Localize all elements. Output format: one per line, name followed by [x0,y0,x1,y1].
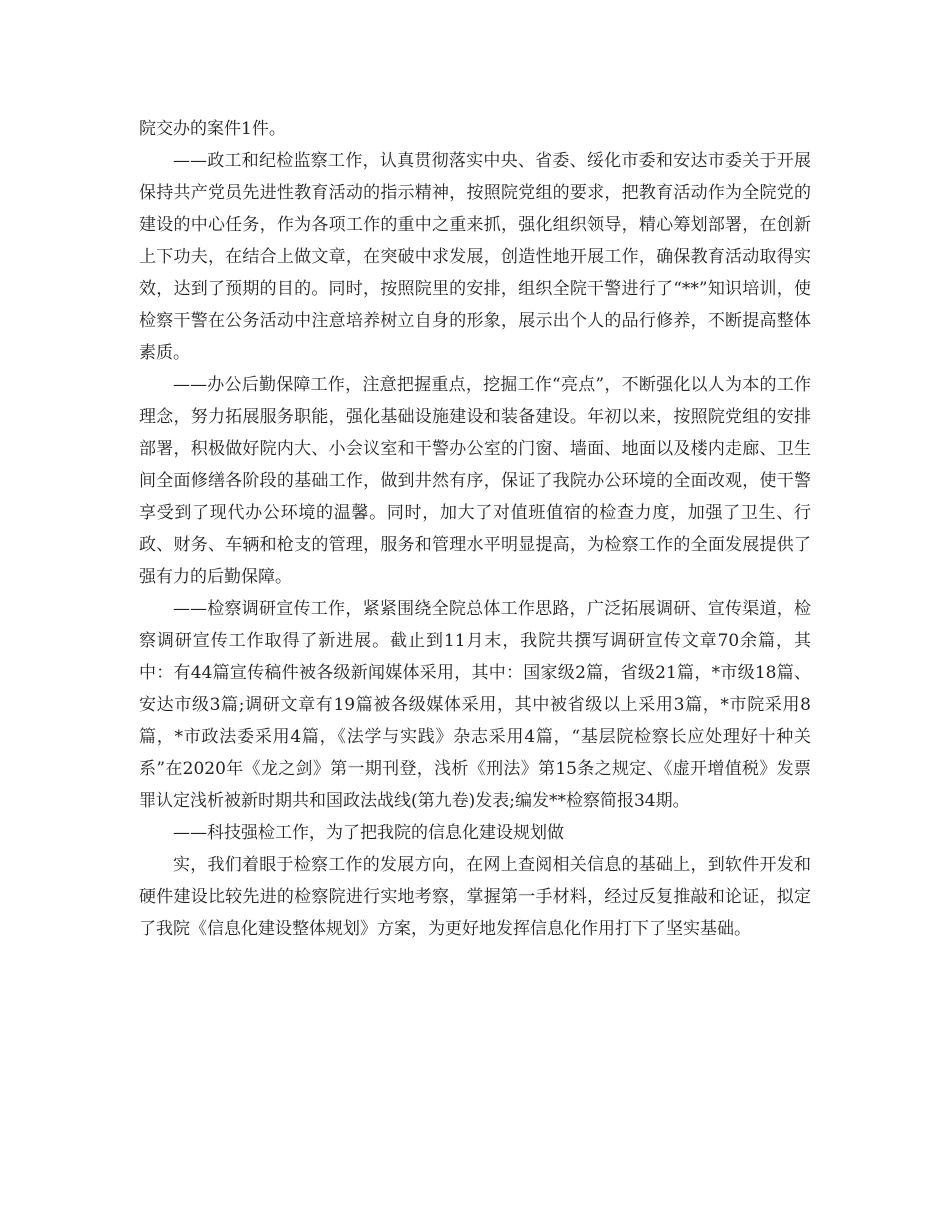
paragraph-case-closing: 院交办的案件1件。 [139,119,286,139]
paragraph-research-publicity: ——检察调研宣传工作，紧紧围绕全院总体工作思路，广泛拓展调研、宣传渠道，检察调研宣传工作取得了新进展。截止到11月末，我院共撰写调研宣传文章70余篇，其中：有44篇宣传稿件被各级新闻媒体采用，其中：国家级2篇，省级21篇，*市级18篇、安达市级3篇;调研文章有19篇被各级媒体采用，其中被省级以上采用3篇，*市院采用8篇，*市政法委采用4篇，《法学与实践》杂志采用4篇，“基层院检察长应处理好十种关系”在2020年《龙之剑》第一期刊登，浅析《刑法》第15条之规定、《虚开增值税》发票罪认定浅析被新时期共和国政法战线(第九卷)发表;编发**检察简报34期。 [139,599,811,811]
paragraph-political-discipline: ——政工和纪检监察工作，认真贯彻落实中央、省委、绥化市委和安达市委关于开展保持共产党员先进性教育活动的指示精神，按照院党组的要求，把教育活动作为全院党的建设的中心任务，作为各项工作的重中之重来抓，强化组织领导，精心筹划部署，在创新上下功夫，在结合上做文章，在突破中求发展，创造性地开展工作，确保教育活动取得实效，达到了预期的目的。同时，按照院里的安排，组织全院干警进行了“**”知识培训，使检察干警在公务活动中注意培养树立自身的形象，展示出个人的品行修养，不断提高整体素质。 [139,151,811,363]
paragraph-technology-body: 实，我们着眼于检察工作的发展方向，在网上查阅相关信息的基础上，到软件开发和硬件建设比较先进的检察院进行实地考察，掌握第一手材料，经过反复推敲和论证，拟定了我院《信息化建设整体规划》方案，为更好地发挥信息化作用打下了坚实基础。 [139,855,811,939]
document-body [139,113,811,945]
paragraph-technology-heading: ——科技强检工作，为了把我院的信息化建设规划做 [173,823,564,843]
paragraph-logistics: ——办公后勤保障工作，注意把握重点，挖掘工作“亮点”，不断强化以人为本的工作理念，努力拓展服务职能，强化基础设施建设和装备建设。年初以来，按照院党组的安排部署，积极做好院内大、小会议室和干警办公室的门窗、墙面、地面以及楼内走廊、卫生间全面修缮各阶段的基础工作，做到井然有序，保证了我院办公环境的全面改观，使干警享受到了现代办公环境的温馨。同时，加大了对值班值宿的检查力度，加强了卫生、行政、财务、车辆和枪支的管理，服务和管理水平明显提高，为检察工作的全面发展提供了强有力的后勤保障。 [139,375,811,587]
